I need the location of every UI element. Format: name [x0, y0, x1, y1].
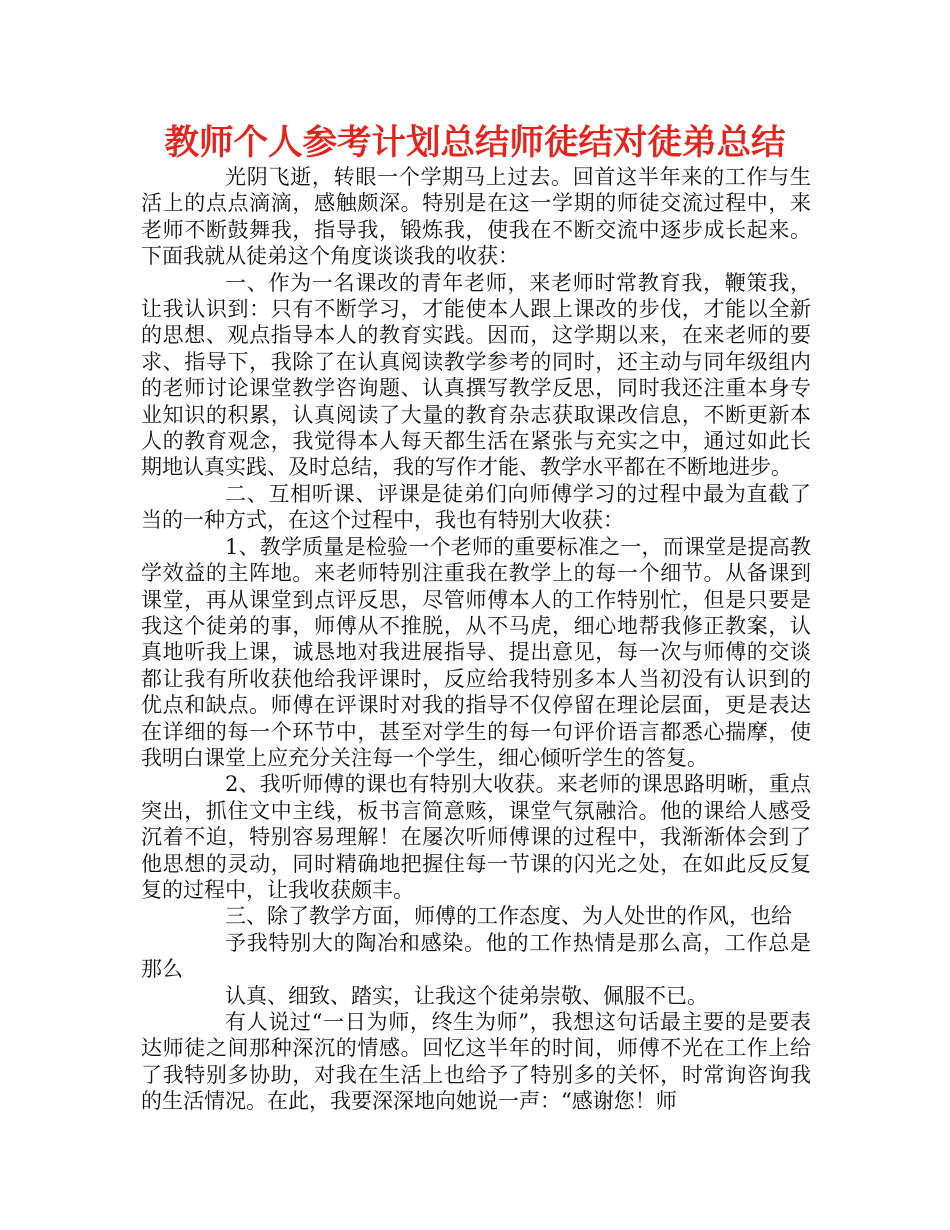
document-body: [141, 164, 811, 1115]
paragraph-section-1: 一、作为一名课改的青年老师，来老师时常教育我，鞭策我，让我认识到：只有不断学习，才能使本人跟上课改的步伐，才能以全新的思想、观点指导本人的教育实践。因而，这学期以来，在来老师的要求、指导下，我除了在认真阅读教学参考的同时，还主动与同年级组内的老师讨论课堂教学咨询题、认真撰写教学反思，同时我还注重本身专业知识的积累，认真阅读了大量的教育杂志获取课改信息，不断更新本人的教育观念，我觉得本人每天都生活在紧张与充实之中，通过如此长期地认真实践、及时总结，我的写作才能、教学水平都在不断地进步。: [141, 270, 811, 480]
paragraph-item-2: 2、我听师傅的课也有特别大收获。来老师的课思路明晰，重点突出，抓住文中主线，板书言简意赅，课堂气氛融洽。他的课给人感受沉着不迫，特别容易理解！在屡次听师傅课的过程中，我渐渐体会到了他思想的灵动，同时精确地把握住每一节课的闪光之处，在如此反反复复的过程中，让我收获颇丰。: [141, 772, 811, 902]
document-title: 教师个人参考计划总结师徒结对徒弟总结: [164, 123, 786, 163]
paragraph-section-3-cont-1: 予我特别大的陶冶和感染。他的工作热情是那么高，工作总是那么: [141, 930, 811, 982]
paragraph-section-3: 三、除了教学方面，师傅的工作态度、为人处世的作风，也给: [225, 904, 792, 929]
paragraph-item-1: 1、教学质量是检验一个老师的重要标准之一，而课堂是提高教学效益的主阵地。来老师特别注重我在教学上的每一个细节。从备课到课堂，再从课堂到点评反思，尽管师傅本人的工作特别忙，但是只要是我这个徒弟的事，师傅从不推脱，从不马虎，细心地帮我修正教案，认真地听我上课，诚恳地对我进展指导、提出意见，每一次与师傅的交谈都让我有所收获他给我评课时，反应给我特别多本人当初没有认识到的优点和缺点。师傅在评课时对我的指导不仅停留在理论层面，更是表达在详细的每一个环节中，甚至对学生的每一句评价语言都悉心揣摩，使我明白课堂上应充分关注每一个学生，细心倾听学生的答复。: [141, 534, 811, 770]
paragraph-section-3-cont-2: 认真、细致、踏实，让我这个徒弟崇敬、佩服不已。: [225, 983, 708, 1008]
paragraph-intro: 光阴飞逝，转眼一个学期马上过去。回首这半年来的工作与生活上的点点滴滴，感触颇深。特别是在这一学期的师徒交流过程中，来老师不断鼓舞我，指导我，锻炼我，使我在不断交流中逐步成长起来。下面我就从徒弟这个角度谈谈我的收获：: [141, 165, 811, 269]
paragraph-closing: 有人说过“一日为师，终生为师”，我想这句话最主要的是要表达师徒之间那种深沉的情感。回忆这半年的时间，师傅不光在工作上给了我特别多协助，对我在生活上也给予了特别多的关怀，时常询咨询我的生活情况。在此，我要深深地向她说一声：“感谢您！师: [141, 1010, 811, 1114]
paragraph-section-2: 二、互相听课、评课是徒弟们向师傅学习的过程中最为直截了当的一种方式，在这个过程中，我也有特别大收获：: [141, 481, 811, 533]
